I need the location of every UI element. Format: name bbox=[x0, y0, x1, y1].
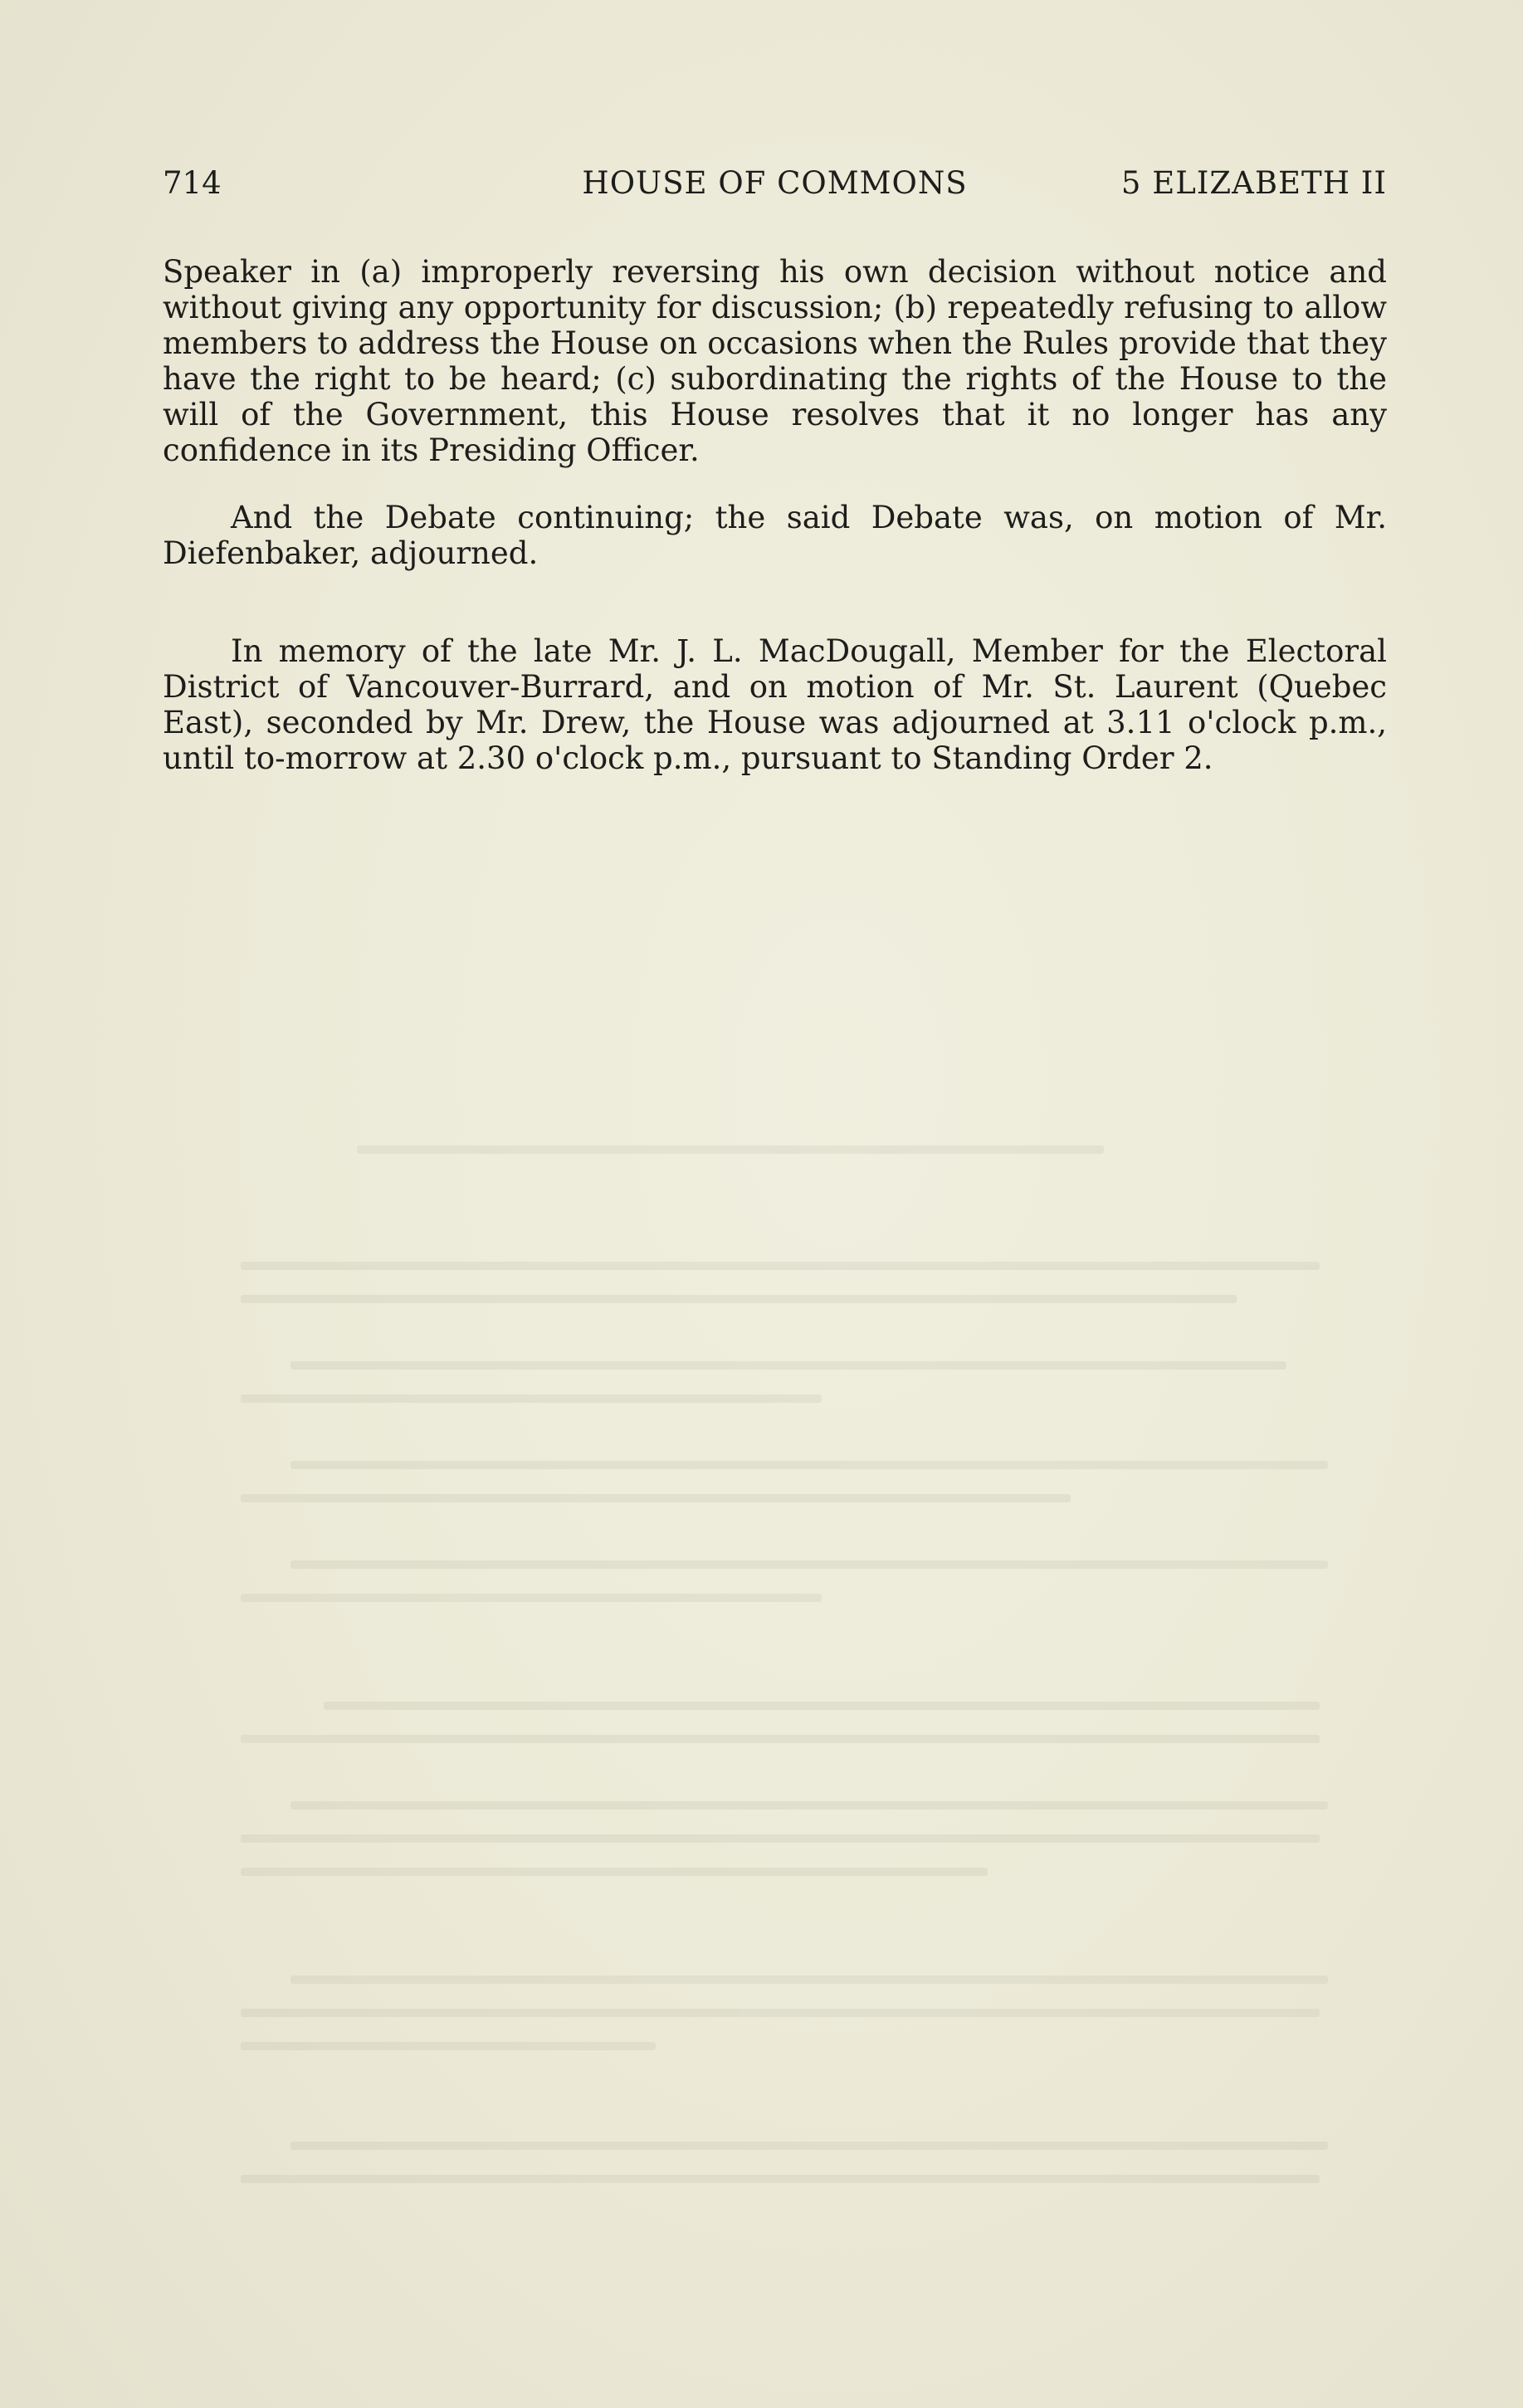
paragraph-adjournment: In memory of the late Mr. J. L. MacDougall, Member for the Electoral District of Vancouver-Burrard, and on motion of Mr. St. Laurent (Quebec East), seconded by Mr. Drew, the House was adjourned at 3.11 o'clock p.m., until to-morrow at 2.30 o'clock p.m., pursuant to Standing Order 2. bbox=[163, 633, 1387, 776]
document-body bbox=[163, 254, 1387, 776]
paragraph-debate: And the Debate continuing; the said Debate was, on motion of Mr. Diefenbaker, adjourned. bbox=[163, 500, 1387, 571]
header-title: HOUSE OF COMMONS bbox=[582, 165, 968, 201]
page-number: 714 bbox=[163, 165, 222, 201]
bleed-through-text bbox=[191, 797, 1369, 2241]
paragraph-motion: Speaker in (a) improperly reversing his own decision without notice and without giving any opportunity for discussion; (b) repeatedly refusing to allow members to address the House on occasions when the Rules provide that they have the right to be heard; (c) subordinating the rights of the House to the will of the Government, this House resolves that it no longer has any confidence in its Presiding Officer. bbox=[163, 254, 1387, 468]
header-reign: 5 ELIZABETH II bbox=[1120, 165, 1387, 201]
running-header bbox=[163, 163, 1387, 204]
